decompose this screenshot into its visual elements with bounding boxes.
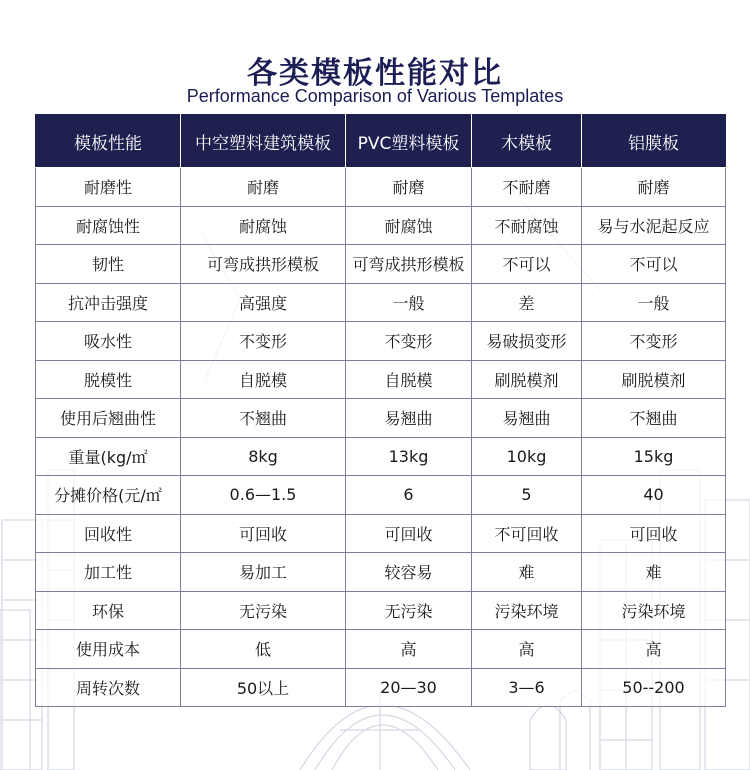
row-label: 回收性 <box>36 514 181 553</box>
row-label: 使用成本 <box>36 630 181 669</box>
table-cell: 易翘曲 <box>346 399 472 438</box>
table-cell: 高 <box>582 630 726 669</box>
row-label: 韧性 <box>36 245 181 284</box>
table-cell: 不变形 <box>582 322 726 361</box>
table-cell: 50以上 <box>181 668 346 707</box>
table-cell: 可回收 <box>582 514 726 553</box>
table-row <box>36 399 726 438</box>
table-row <box>36 206 726 245</box>
table-cell: 易加工 <box>181 553 346 592</box>
table-cell: 20—30 <box>346 668 472 707</box>
table-cell: 可回收 <box>181 514 346 553</box>
row-label: 抗冲击强度 <box>36 283 181 322</box>
page-subtitle: Performance Comparison of Various Templates <box>186 86 564 106</box>
table-cell: 5 <box>472 476 582 515</box>
table-cell: 一般 <box>582 283 726 322</box>
table-cell: 刷脱模剂 <box>472 360 582 399</box>
header-cell: 中空塑料建筑模板 <box>181 115 346 168</box>
table-body <box>36 168 726 707</box>
table-row <box>36 245 726 284</box>
comparison-table <box>35 114 726 707</box>
table-cell: 差 <box>472 283 582 322</box>
table-row <box>36 630 726 669</box>
table-cell: 低 <box>181 630 346 669</box>
table-cell: 易破损变形 <box>472 322 582 361</box>
table-cell: 15kg <box>582 437 726 476</box>
table-cell: 8kg <box>181 437 346 476</box>
row-label: 使用后翘曲性 <box>36 399 181 438</box>
table-cell: 污染环境 <box>582 591 726 630</box>
table-cell: 不翘曲 <box>181 399 346 438</box>
table-cell: 耐腐蚀 <box>181 206 346 245</box>
table-cell: 不耐磨 <box>472 168 582 207</box>
page-title: 各类模板性能对比 <box>247 56 503 91</box>
row-label: 耐腐蚀性 <box>36 206 181 245</box>
table-cell: 40 <box>582 476 726 515</box>
table-cell: 污染环境 <box>472 591 582 630</box>
table-cell: 不翘曲 <box>582 399 726 438</box>
table-row <box>36 514 726 553</box>
table-cell: 高 <box>346 630 472 669</box>
table-cell: 难 <box>472 553 582 592</box>
table-row <box>36 322 726 361</box>
row-label: 分摊价格(元/㎡ <box>36 476 181 515</box>
header-cell: 模板性能 <box>36 115 181 168</box>
table-cell: 不变形 <box>346 322 472 361</box>
header-cell: 铝膜板 <box>582 115 726 168</box>
header-cell: PVC塑料模板 <box>346 115 472 168</box>
row-label: 耐磨性 <box>36 168 181 207</box>
table-row <box>36 168 726 207</box>
table-cell: 6 <box>346 476 472 515</box>
table-cell: 较容易 <box>346 553 472 592</box>
row-label: 脱模性 <box>36 360 181 399</box>
row-label: 重量(kg/㎡ <box>36 437 181 476</box>
table-cell: 易翘曲 <box>472 399 582 438</box>
table-cell: 可回收 <box>346 514 472 553</box>
table-cell: 不变形 <box>181 322 346 361</box>
table-cell: 可弯成拱形模板 <box>181 245 346 284</box>
table-cell: 可弯成拱形模板 <box>346 245 472 284</box>
table-cell: 高强度 <box>181 283 346 322</box>
table-row <box>36 553 726 592</box>
table-cell: 耐腐蚀 <box>346 206 472 245</box>
table-cell: 不可以 <box>582 245 726 284</box>
table-cell: 3—6 <box>472 668 582 707</box>
table-row <box>36 668 726 707</box>
table-cell: 难 <box>582 553 726 592</box>
table-row <box>36 283 726 322</box>
table-cell: 高 <box>472 630 582 669</box>
table-cell: 无污染 <box>181 591 346 630</box>
table-row <box>36 591 726 630</box>
table-cell: 刷脱模剂 <box>582 360 726 399</box>
table-row <box>36 476 726 515</box>
table-cell: 易与水泥起反应 <box>582 206 726 245</box>
table-cell: 自脱模 <box>181 360 346 399</box>
table-row <box>36 437 726 476</box>
table-cell: 10kg <box>472 437 582 476</box>
table-cell: 一般 <box>346 283 472 322</box>
table-cell: 耐磨 <box>181 168 346 207</box>
table-header-row <box>36 115 726 168</box>
table-cell: 13kg <box>346 437 472 476</box>
row-label: 加工性 <box>36 553 181 592</box>
table-cell: 0.6—1.5 <box>181 476 346 515</box>
table-cell: 耐磨 <box>582 168 726 207</box>
table-cell: 不耐腐蚀 <box>472 206 582 245</box>
table-cell: 自脱模 <box>346 360 472 399</box>
row-label: 环保 <box>36 591 181 630</box>
row-label: 周转次数 <box>36 668 181 707</box>
table-cell: 耐磨 <box>346 168 472 207</box>
row-label: 吸水性 <box>36 322 181 361</box>
table-cell: 不可以 <box>472 245 582 284</box>
table-cell: 50--200 <box>582 668 726 707</box>
table-cell: 无污染 <box>346 591 472 630</box>
table-cell: 不可回收 <box>472 514 582 553</box>
header-cell: 木模板 <box>472 115 582 168</box>
table-row <box>36 360 726 399</box>
